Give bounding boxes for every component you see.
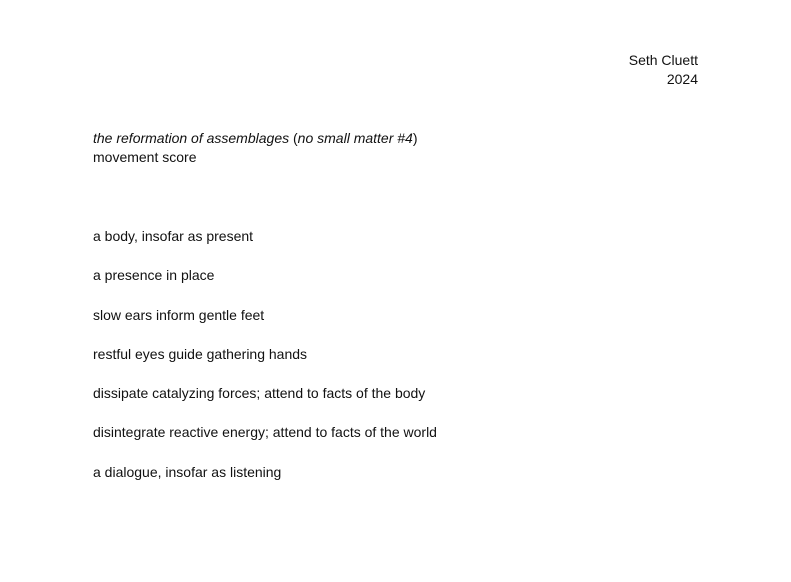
work-title-italic: the reformation of assemblages [93, 130, 290, 146]
score-line: a dialogue, insofar as listening [93, 463, 282, 480]
work-title [93, 129, 418, 148]
score-line: a body, insofar as present [93, 228, 254, 244]
author-name: Seth Cluett [628, 52, 698, 68]
subtitle: movement score [93, 149, 197, 165]
title-block [93, 129, 418, 167]
score-line: dissipate catalyzing forces; attend to facts of the body [93, 385, 426, 402]
score-line: disintegrate reactive energy; attend to facts of the world [93, 424, 437, 441]
score-line: restful eyes guide gathering hands [93, 345, 308, 362]
series-title: no small matter #4 [297, 130, 413, 146]
paren-open: ( [289, 130, 298, 146]
score-line: a presence in place [93, 267, 215, 284]
score-line: slow ears inform gentle feet [93, 306, 265, 323]
score-lines [93, 227, 437, 502]
year: 2024 [666, 71, 698, 87]
paren-close: ) [412, 130, 418, 146]
author-year-block [629, 51, 698, 89]
